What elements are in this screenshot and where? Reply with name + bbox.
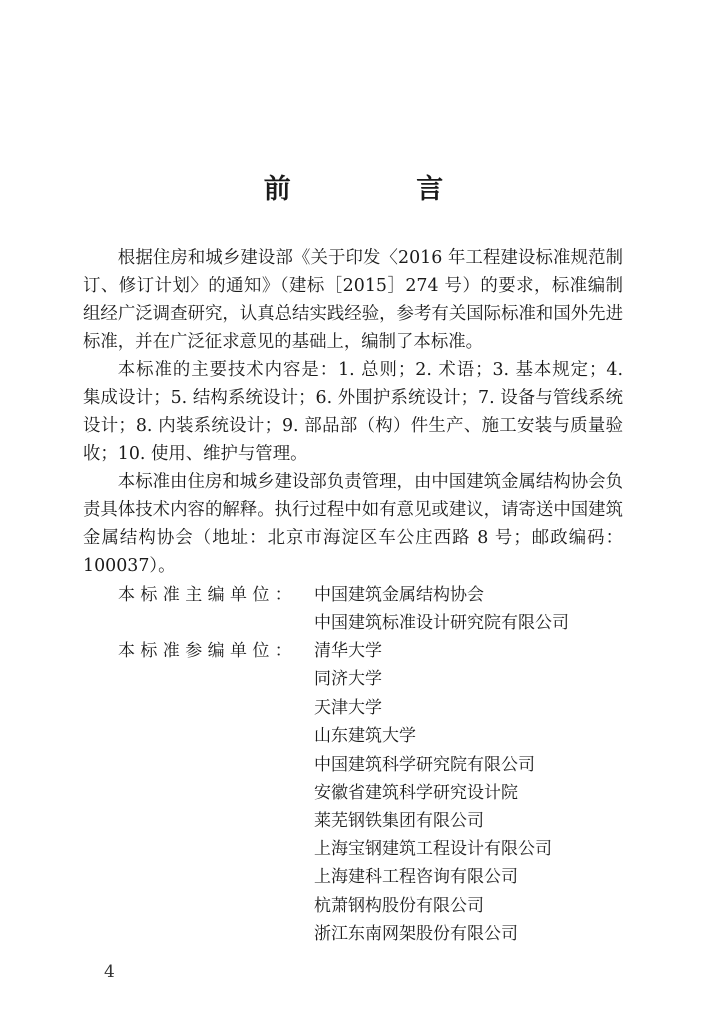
page-number: 4 <box>104 962 115 982</box>
chief-unit-row <box>0 581 707 609</box>
chief-unit-name: 中国建筑标准设计研究院有限公司 <box>314 613 569 633</box>
paragraph-background: 根据住房和城乡建设部《关于印发〈2016 年工程建设标准规范制订、修订计划〉的通知》（建标［2015］274 号）的要求，标准编制组经广泛调查研究，认真总结实践经验，参考有关国际标准和国外先进标准，并在广泛征求意见的基础上，编制了本标准。 <box>83 248 623 352</box>
participating-unit-name: 上海建科工程咨询有限公司 <box>314 867 518 887</box>
chief-unit-row <box>0 609 707 637</box>
participating-unit-name: 同济大学 <box>314 669 382 689</box>
participating-unit-row <box>0 637 707 665</box>
preface-body <box>83 244 623 580</box>
participating-unit-name: 山东建筑大学 <box>314 726 416 746</box>
page-title: 前 言 <box>263 174 502 205</box>
participating-unit-row <box>0 779 707 807</box>
paragraph-contents: 本标准的主要技术内容是：1. 总则；2. 术语；3. 基本规定；4. 集成设计；5. 结构系统设计；6. 外围护系统设计；7. 设备与管线系统设计；8. 内装系统设计；9. 部品部（构）件生产、施工安装与质量验收；10. 使用、维护与管理。 <box>83 360 623 464</box>
participating-unit-row <box>0 722 707 750</box>
participating-unit-row <box>0 835 707 863</box>
participating-unit-name: 清华大学 <box>314 641 382 661</box>
paragraph-management: 本标准由住房和城乡建设部负责管理，由中国建筑金属结构协会负责具体技术内容的解释。执行过程中如有意见或建议，请寄送中国建筑金属结构协会（地址：北京市海淀区车公庄西路 8 号；邮政编码：100037）。 <box>83 472 623 576</box>
participating-unit-name: 天津大学 <box>314 698 382 718</box>
participating-unit-name: 安徽省建筑科学研究设计院 <box>314 783 518 803</box>
participating-unit-name: 杭萧钢构股份有限公司 <box>314 896 484 916</box>
participating-unit-name: 莱芜钢铁集团有限公司 <box>314 811 484 831</box>
chief-units-label: 本标准主编单位： <box>118 585 298 605</box>
participating-unit-row <box>0 751 707 779</box>
participating-unit-name: 浙江东南网架股份有限公司 <box>314 924 518 944</box>
participating-unit-row <box>0 892 707 920</box>
participating-unit-row <box>0 920 707 948</box>
participating-unit-row <box>0 807 707 835</box>
participating-unit-name: 中国建筑科学研究院有限公司 <box>314 755 535 775</box>
participating-unit-name: 上海宝钢建筑工程设计有限公司 <box>314 839 552 859</box>
chief-unit-name: 中国建筑金属结构协会 <box>314 585 484 605</box>
participating-unit-row <box>0 665 707 693</box>
participating-units-label: 本标准参编单位： <box>118 641 298 661</box>
participating-unit-row <box>0 694 707 722</box>
participating-unit-row <box>0 863 707 891</box>
